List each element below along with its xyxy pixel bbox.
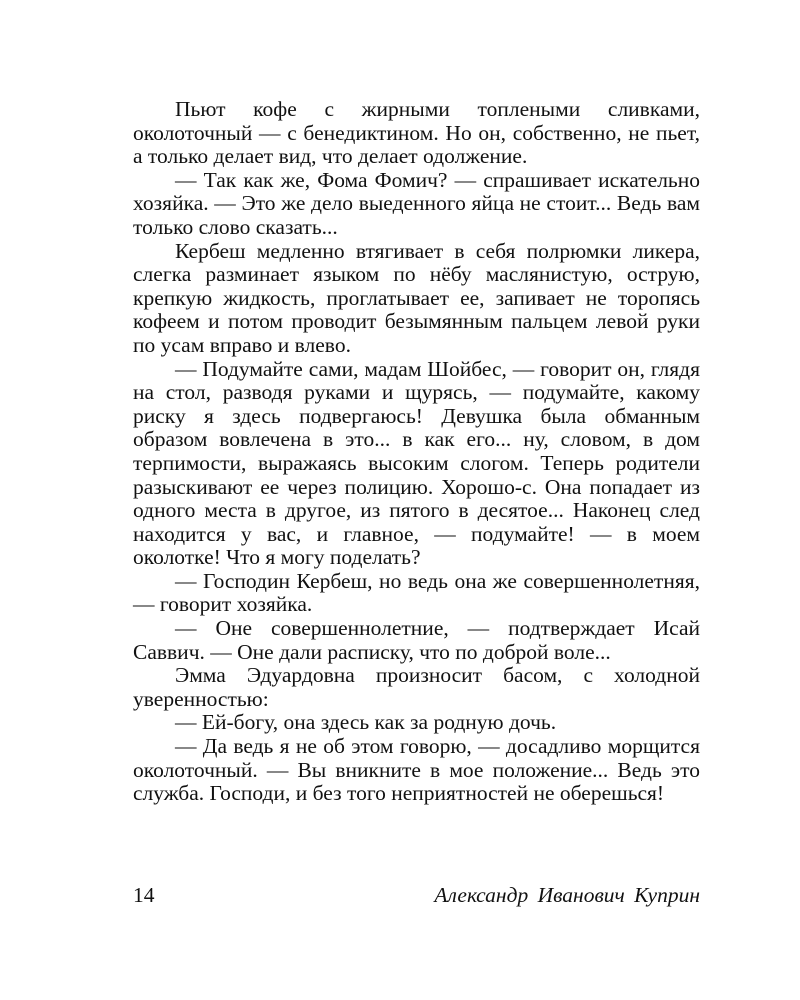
paragraph-2: — Так как же, Фома Фомич? — спрашивает искательно хозяйка. — Это же дело выеденного яйца не стоит... Ведь вам только слово сказать... xyxy=(133,167,700,239)
body-text xyxy=(133,98,700,806)
paragraph-4: — Подумайте сами, мадам Шойбес, — говорит он, глядя на стол, разводя руками и щурясь, — подумайте, какому риску я здесь подвергаюсь! Девушка была обманным образом вовлечена в это... в как его... ну, словом, в дом терпимости, выражаясь высоким слогом. Теперь родители разыскивают ее через полицию. Хорошо-с. Она попадает из одного места в другое, из пятого в десятое... Наконец след находится у вас, и главное, — подумайте! — в моем околотке! Что я могу поделать? xyxy=(133,356,700,570)
paragraph-1: Пьют кофе с жирными топлеными сливками, околоточный — с бенедиктином. Но он, собственно, не пьет, а только делает вид, что делает одолжение. xyxy=(133,97,700,169)
page-number: 14 xyxy=(133,883,155,907)
paragraph-5: — Господин Кербеш, но ведь она же совершеннолетняя, — говорит хозяйка. xyxy=(133,568,700,617)
paragraph-7: Эмма Эдуардовна произносит басом, с холодной уверенностью: xyxy=(133,663,700,711)
paragraph-9: — Да ведь я не об этом говорю, — досадливо морщится околоточный. — Вы вникните в мое положение... Ведь это служба. Господи, и без того неприятностей не оберешься! xyxy=(133,734,700,806)
paragraph-8: — Ей-богу, она здесь как за родную дочь. xyxy=(175,710,557,735)
paragraph-6: — Оне совершеннолетние, — подтверждает Исай Саввич. — Оне дали расписку, что по доброй воле... xyxy=(133,616,700,664)
running-title: Александр Иванович Куприн xyxy=(434,883,700,907)
paragraph-3: Кербеш медленно втягивает в себя полрюмки ликера, слегка разминает языком по нёбу маслянистую, острую, крепкую жидкость, проглатывает ее, запивает не торопясь кофеем и потом проводит безымянным пальцем левой руки по усам вправо и влево. xyxy=(133,238,700,357)
